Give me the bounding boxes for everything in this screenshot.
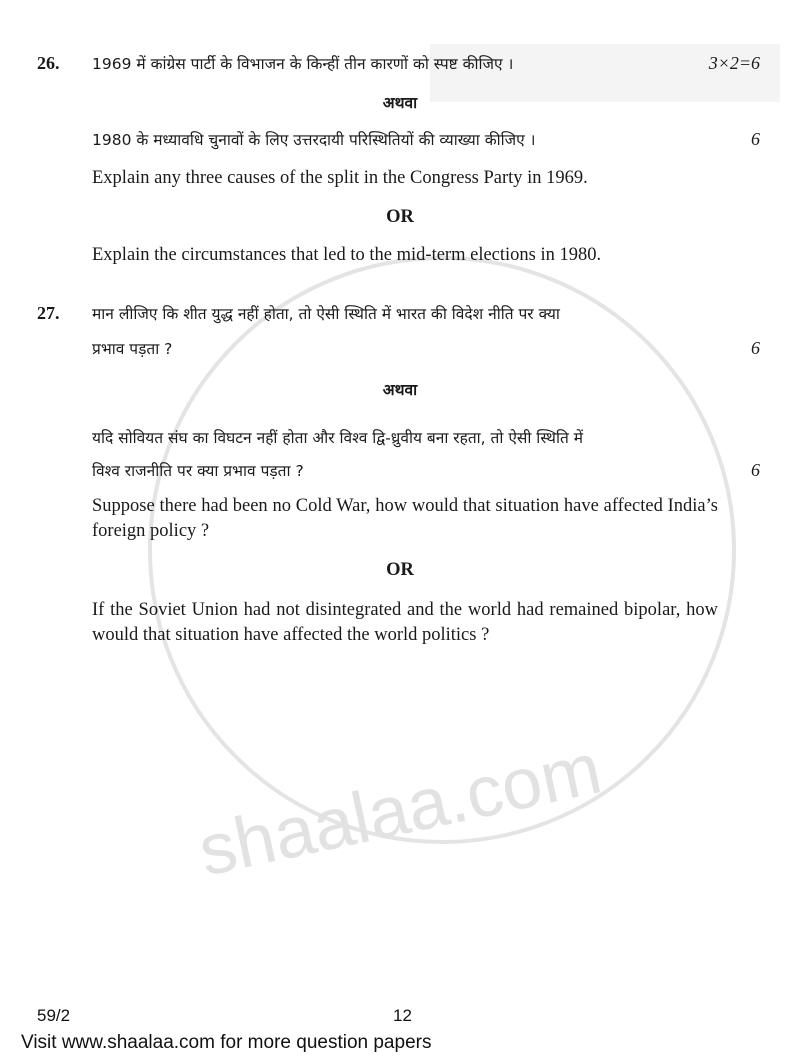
question-number: 27. xyxy=(37,303,60,323)
question-english: Suppose there had been no Cold War, how would that situation have affected India’s foreign policy ? xyxy=(92,496,718,541)
alt-question-english: Explain the circumstances that led to the mid-term elections in 1980. xyxy=(92,245,602,265)
or-english: OR xyxy=(386,560,414,580)
alt-question-hindi-line2: विश्व राजनीति पर क्या प्रभाव पड़ता ? xyxy=(92,462,304,480)
paper-code: 59/2 xyxy=(37,1006,71,1025)
page-number: 12 xyxy=(393,1006,412,1025)
question-hindi-line2: प्रभाव पड़ता ? xyxy=(92,340,173,358)
marks: 6 xyxy=(751,129,760,149)
marks: 3×2=6 xyxy=(708,53,760,73)
question-english: Explain any three causes of the split in the Congress Party in 1969. xyxy=(92,168,588,188)
question-number: 26. xyxy=(37,53,60,73)
alt-question-hindi: 1980 के मध्यावधि चुनावों के लिए उत्तरदायी परिस्थितियों की व्याख्या कीजिए । xyxy=(92,131,536,149)
marks: 6 xyxy=(751,460,760,480)
question-hindi-line1: मान लीजिए कि शीत युद्ध नहीं होता, तो ऐसी स्थिति में भारत की विदेश नीति पर क्या xyxy=(92,305,560,323)
watermark-text: shaalaa.com xyxy=(192,728,608,892)
watermark-circle xyxy=(148,256,736,844)
or-english: OR xyxy=(386,207,414,227)
or-hindi: अथवा xyxy=(382,94,418,112)
visit-link[interactable]: Visit www.shaalaa.com for more question papers xyxy=(21,1032,432,1053)
marks: 6 xyxy=(751,338,760,358)
question-hindi: 1969 में कांग्रेस पार्टी के विभाजन के किन्हीं तीन कारणों को स्पष्ट कीजिए । xyxy=(92,55,514,73)
or-hindi: अथवा xyxy=(382,381,418,399)
alt-question-english: If the Soviet Union had not disintegrated and the world had remained bipolar, how would that situation have affected the world politics ? xyxy=(92,600,718,645)
alt-question-hindi-line1: यदि सोवियत संघ का विघटन नहीं होता और विश्व द्वि-ध्रुवीय बना रहता, तो ऐसी स्थिति में xyxy=(92,429,583,447)
